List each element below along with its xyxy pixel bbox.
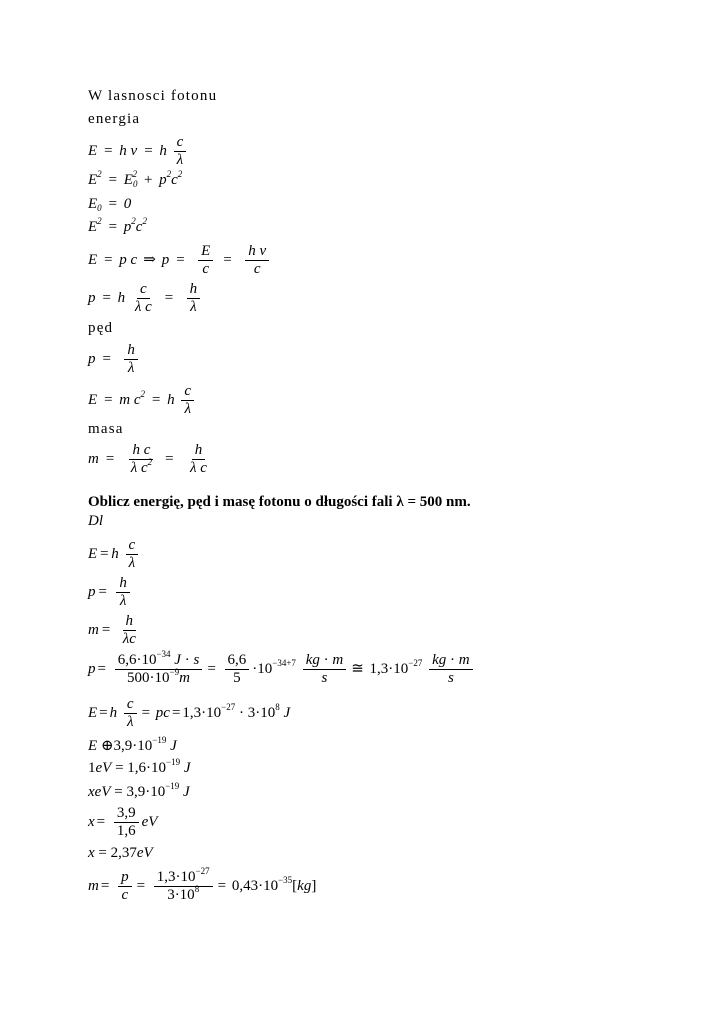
solution-mass-numeric: m = $\frac{p}{c}$ = $\frac{1,3\cdot 10^{-27}}{3\cdot 10^8}$ = $0,43\cdot 10^{-35}[kg]$ — [88, 866, 317, 903]
formula-mass: m = $\frac{\text{h c}}{\lambda c^2}$ = $\frac{h}{\text{λ c}}$ — [88, 442, 207, 476]
label-masa: masa — [88, 421, 124, 437]
solution-momentum-formula: p = $\frac{h}{\lambda}$ — [88, 575, 133, 610]
energy-in-ev-equation: xeV = $3,9\cdot 10^{-19}$ J — [88, 781, 190, 800]
label-energia: energia — [88, 111, 141, 127]
solution-mass-formula: m = $\frac{h}{\lambda c}$ — [88, 613, 136, 647]
problem-statement: Oblicz energię, pęd i masę fotonu o długości fali λ = 500 nm. — [88, 494, 471, 510]
formula-energy-squared: $E^2 = E_0^2 + p^2c^2$ — [88, 169, 183, 189]
electronvolt-definition: $1eV = 1,6\cdot 10^{-19}$ J — [88, 757, 191, 776]
formula-momentum: p = $\frac{h}{\lambda}$ — [88, 342, 141, 377]
formula-energy: E = h v = h $\frac{c}{\lambda}$ — [88, 134, 189, 169]
formula-momentum-derivation: E = p c ⇒ p = $\frac{E}{c}$ = $\frac{\text{h v}}{c}$ — [88, 243, 272, 278]
solution-momentum-numeric: p = $\frac{6,6\cdot 10^{-34} J \cdot s}{500\cdot 10^{-9}m}$ = $\frac{6,6}{5}$ $\cdot 10^{-34+7}$ $\frac{kg \cdot m}{s}$ ≅ $1,3\cdot 10^{-27}$ $\frac{kg \cdot m}{s}$ — [88, 652, 476, 687]
solution-energy-numeric: E = h $\frac{c}{\lambda}$ = pc = $1,3\cdot 10^{-27} \cdot 3\cdot 10^8$ J — [88, 696, 291, 730]
energy-ev-fraction: x = $\frac{3,9}{1,6}$ eV — [88, 805, 158, 839]
heading: W lasnosci fotonu — [88, 88, 218, 104]
formula-photon-energy-squared: $E^2 = p^2c^2$ — [88, 216, 147, 235]
dl-label: Dl — [88, 513, 103, 529]
label-ped: pęd — [88, 320, 114, 336]
formula-rest-energy: $E_0 = 0$ — [88, 196, 132, 213]
formula-momentum-wavelength: p = h $\frac{c}{\text{λ c}}$ = $\frac{h}{\lambda}$ — [88, 281, 203, 316]
formula-mass-energy: E = m $c^2 = h$ $\frac{c}{\lambda}$ — [88, 383, 197, 418]
solution-energy-formula: E = h $\frac{c}{\lambda}$ — [88, 537, 141, 572]
energy-ev-result: x = 2,37eV — [88, 845, 153, 861]
solution-energy-result: E $\oplus 3,9\cdot 10^{-19}$ J — [88, 735, 177, 754]
